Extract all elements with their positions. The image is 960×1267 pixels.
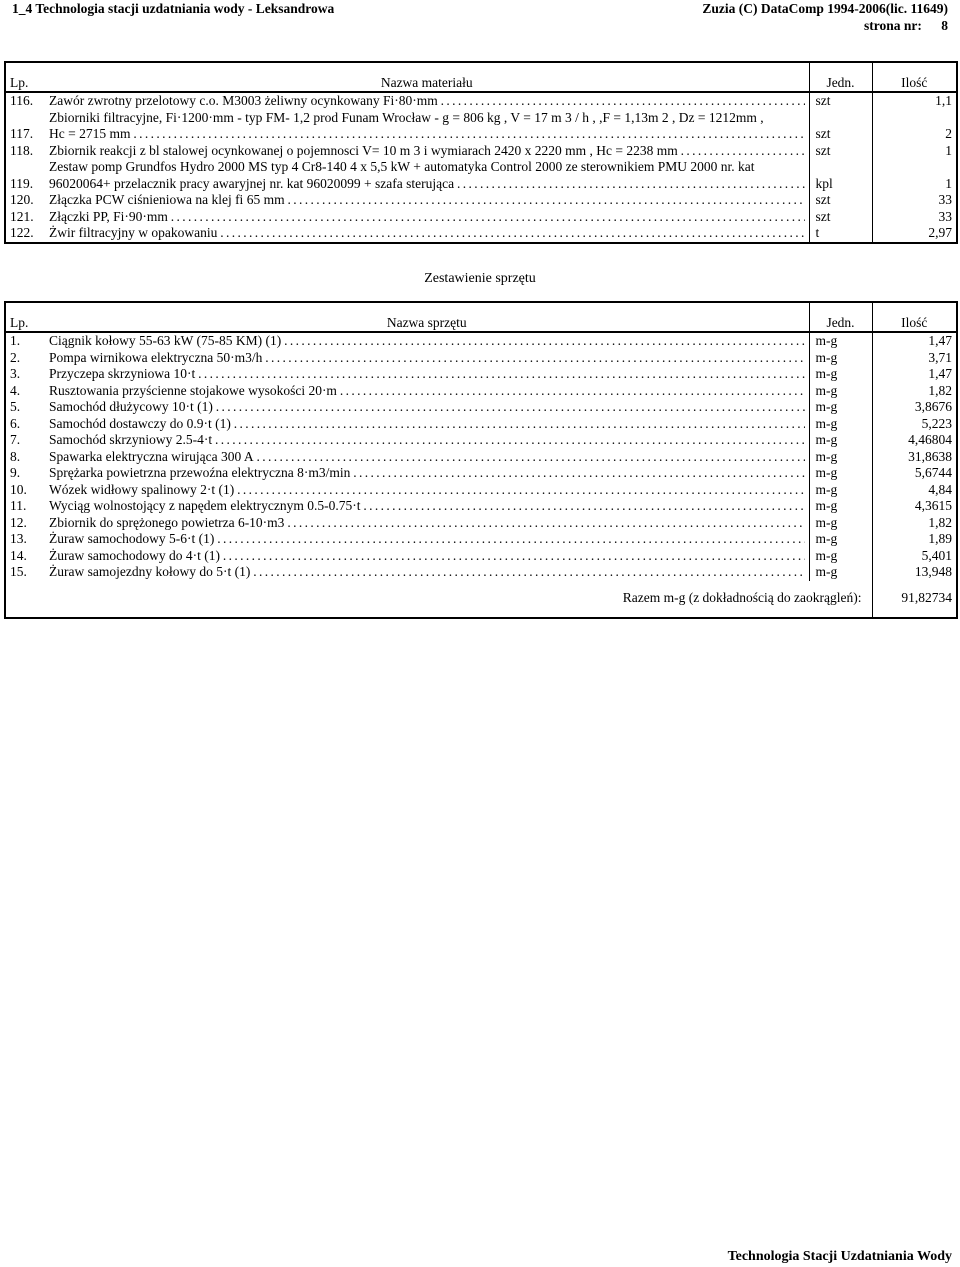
column-header-quantity: Ilość — [872, 302, 957, 332]
table-row — [5, 465, 957, 482]
row-unit: m-g — [809, 416, 872, 433]
row-lp: 8. — [10, 448, 21, 464]
material-name — [45, 110, 809, 143]
equipment-name-text: Żuraw samochodowy do 4·t (1) . . . — [49, 548, 805, 565]
row-unit: szt — [809, 143, 872, 160]
row-lp: 3. — [10, 366, 21, 381]
equipment-name — [45, 515, 809, 532]
equipment-name — [45, 548, 809, 565]
equipment-name-text: Samochód dłużycowy 10·t (1) . . . — [49, 399, 805, 416]
column-header-lp: Lp. — [5, 302, 45, 332]
material-name-line: 96020064+ przelacznik pracy awaryjnej nr. kat 96020099 + szafa sterująca . . . — [49, 176, 805, 193]
equipment-name — [45, 399, 809, 416]
row-unit: m-g — [809, 399, 872, 416]
row-quantity: 33 — [872, 192, 957, 209]
material-name — [45, 143, 809, 160]
row-lp: 10. — [10, 481, 27, 497]
equipment-name-text: Rusztowania przyścienne stojakowe wysokości 20·m . . . — [49, 383, 805, 400]
equipment-section-title: Zestawienie sprzętu — [424, 271, 536, 286]
equipment-name-text: Samochód skrzyniowy 2.5-4·t . . . — [49, 432, 805, 449]
equipment-name-text: Wyciąg wolnostojący z napędem elektrycznym 0.5-0.75·t . . . — [49, 498, 805, 515]
row-quantity: 3,8676 — [872, 399, 957, 416]
row-quantity: 2 — [872, 110, 957, 143]
table-row — [5, 383, 957, 400]
row-unit: m-g — [809, 366, 872, 383]
equipment-name-text: Zbiornik do sprężonego powietrza 6-10·m3 . . . — [49, 515, 805, 532]
equipment-name-text: Samochód dostawczy do 0.9·t (1) . . . — [49, 416, 805, 433]
material-name — [45, 92, 809, 110]
equipment-name-text: Przyczepa skrzyniowa 10·t . . . — [49, 366, 805, 383]
table-row — [5, 531, 957, 548]
row-unit: t — [809, 225, 872, 243]
row-lp: 4. — [10, 382, 21, 398]
material-name — [45, 225, 809, 243]
row-quantity: 5,223 — [872, 416, 957, 433]
equipment-name-text: Żuraw samojezdny kołowy do 5·t (1) . . . — [49, 564, 805, 581]
equipment-name-text: Pompa wirnikowa elektryczna 50·m3/h . . . — [49, 350, 805, 367]
row-lp: 6. — [10, 415, 21, 431]
row-lp: 9. — [10, 465, 21, 480]
equipment-name-text: Spawarka elektryczna wirująca 300 A . . . — [49, 449, 805, 466]
page-number-line — [702, 17, 948, 34]
table-row — [5, 332, 957, 350]
material-name — [45, 159, 809, 192]
table-row — [5, 432, 957, 449]
equipment-name — [45, 350, 809, 367]
row-unit: m-g — [809, 498, 872, 515]
column-header-quantity: Ilość — [872, 62, 957, 92]
materials-header-row — [5, 62, 957, 92]
document-header-right — [702, 0, 948, 34]
material-name-line: Złączka PCW ciśnieniowa na klej fi 65 mm . . . — [49, 192, 805, 209]
material-name-line: Hc = 2715 mm . . . — [49, 126, 805, 143]
row-quantity: 5,401 — [872, 548, 957, 565]
row-quantity: 1,47 — [872, 366, 957, 383]
material-name-line: Zestaw pomp Grundfos Hydro 2000 MS typ 4 Cr8-140 4 x 5,5 kW + automatyka Control 2000 ze sterownikiem PMU 2000 nr. kat — [49, 159, 755, 174]
table-row — [5, 498, 957, 515]
page-label: strona nr: — [863, 18, 922, 33]
row-unit: kpl — [809, 159, 872, 192]
table-row — [5, 366, 957, 383]
row-quantity: 33 — [872, 209, 957, 226]
document-title: 1_4 Technologia stacji uzdatniania wody - Leksandrowa — [12, 1, 335, 16]
row-unit: szt — [809, 92, 872, 110]
row-quantity: 1,82 — [872, 383, 957, 400]
table-row — [5, 110, 957, 143]
row-quantity: 1 — [872, 159, 957, 192]
table-row — [5, 350, 957, 367]
equipment-name — [45, 332, 809, 350]
row-unit: m-g — [809, 350, 872, 367]
table-row — [5, 515, 957, 532]
material-name — [45, 209, 809, 226]
equipment-name — [45, 366, 809, 383]
row-lp: 7. — [10, 432, 21, 447]
row-unit: m-g — [809, 449, 872, 466]
equipment-name — [45, 383, 809, 400]
row-unit: m-g — [809, 383, 872, 400]
equipment-name-text: Żuraw samochodowy 5-6·t (1) . . . — [49, 531, 805, 548]
table-row — [5, 416, 957, 433]
row-quantity: 1 — [872, 143, 957, 160]
row-unit: szt — [809, 110, 872, 143]
equipment-name — [45, 531, 809, 548]
table-row — [5, 482, 957, 499]
row-lp: 13. — [10, 531, 27, 546]
equipment-table — [4, 301, 958, 619]
table-row — [5, 225, 957, 243]
page-number: 8 — [941, 18, 948, 33]
row-lp: 1. — [10, 333, 21, 348]
column-header-material-name: Nazwa materiału — [45, 62, 809, 92]
material-name-line: Zbiornik reakcji z bl stalowej ocynkowanej o pojemnosci V= 10 m 3 i wymiarach 2420 x 2220 mm , Hc = 2238 mm . . . — [49, 143, 805, 160]
row-lp: 15. — [10, 564, 27, 579]
row-quantity: 4,84 — [872, 482, 957, 499]
row-lp: 5. — [10, 399, 21, 414]
equipment-name — [45, 482, 809, 499]
row-quantity: 2,97 — [872, 225, 957, 243]
row-lp: 119. — [10, 175, 34, 191]
copyright-line: Zuzia (C) DataComp 1994-2006(lic. 11649) — [702, 1, 948, 16]
table-row — [5, 192, 957, 209]
row-unit: m-g — [809, 531, 872, 548]
material-name — [45, 192, 809, 209]
table-row — [5, 564, 957, 581]
column-header-equipment-name: Nazwa sprzętu — [45, 302, 809, 332]
table-row — [5, 92, 957, 110]
equipment-total-row — [5, 581, 957, 618]
row-quantity: 1,82 — [872, 515, 957, 532]
table-row — [5, 143, 957, 160]
row-unit: szt — [809, 192, 872, 209]
row-lp: 14. — [10, 547, 27, 563]
material-name-line: Żwir filtracyjny w opakowaniu . . . — [49, 225, 805, 242]
column-header-unit: Jedn. — [809, 62, 872, 92]
row-unit: m-g — [809, 432, 872, 449]
row-unit: m-g — [809, 465, 872, 482]
equipment-name-text: Wózek widłowy spalinowy 2·t (1) . . . — [49, 482, 805, 499]
equipment-name — [45, 498, 809, 515]
table-row — [5, 159, 957, 192]
row-unit: szt — [809, 209, 872, 226]
row-quantity: 1,47 — [872, 332, 957, 350]
row-lp: 121. — [10, 208, 34, 224]
equipment-name — [45, 564, 809, 581]
table-row — [5, 449, 957, 466]
row-unit: m-g — [809, 482, 872, 499]
material-name-line: Złączki PP, Fi·90·mm . . . — [49, 209, 805, 226]
table-row — [5, 209, 957, 226]
equipment-name — [45, 416, 809, 433]
page-footer: Technologia Stacji Uzdatniania Wody — [727, 1249, 952, 1264]
row-quantity: 5,6744 — [872, 465, 957, 482]
row-lp: 117. — [10, 126, 34, 141]
table-row — [5, 399, 957, 416]
equipment-name-text: Sprężarka powietrzna przewoźna elektryczna 8·m3/min . . . — [49, 465, 805, 482]
row-unit: m-g — [809, 564, 872, 581]
equipment-header-row — [5, 302, 957, 332]
row-quantity: 4,46804 — [872, 432, 957, 449]
row-lp: 2. — [10, 349, 21, 365]
row-lp: 122. — [10, 225, 34, 240]
total-value: 91,82734 — [872, 581, 957, 618]
total-label: Razem m-g (z dokładnością do zaokrągleń): — [622, 590, 862, 606]
row-quantity: 31,8638 — [872, 449, 957, 466]
row-lp: 118. — [10, 142, 34, 158]
material-name-line: Zbiorniki filtracyjne, Fi·1200·mm - typ FM- 1,2 prod Funam Wrocław - g = 806 kg , V = 17 m 3 / h , ,F = 1,13m 2 , Dz = 1212mm , — [49, 109, 764, 125]
column-header-lp: Lp. — [5, 62, 45, 92]
row-lp: 11. — [10, 498, 27, 513]
row-quantity: 1,1 — [872, 92, 957, 110]
equipment-name — [45, 465, 809, 482]
row-quantity: 1,89 — [872, 531, 957, 548]
column-header-unit: Jedn. — [809, 302, 872, 332]
row-unit: m-g — [809, 548, 872, 565]
materials-table — [4, 61, 958, 244]
row-unit: m-g — [809, 332, 872, 350]
equipment-name — [45, 449, 809, 466]
row-lp: 12. — [10, 514, 27, 530]
table-row — [5, 548, 957, 565]
row-lp: 120. — [10, 192, 34, 207]
row-unit: m-g — [809, 515, 872, 532]
equipment-name — [45, 432, 809, 449]
row-quantity: 3,71 — [872, 350, 957, 367]
row-lp: 116. — [10, 93, 34, 108]
equipment-name-text: Ciągnik kołowy 55-63 kW (75-85 KM) (1) . . . — [49, 333, 805, 350]
row-quantity: 13,948 — [872, 564, 957, 581]
material-name-line: Zawór zwrotny przelotowy c.o. M3003 żeliwny ocynkowany Fi·80·mm . . . — [49, 93, 805, 110]
row-quantity: 4,3615 — [872, 498, 957, 515]
